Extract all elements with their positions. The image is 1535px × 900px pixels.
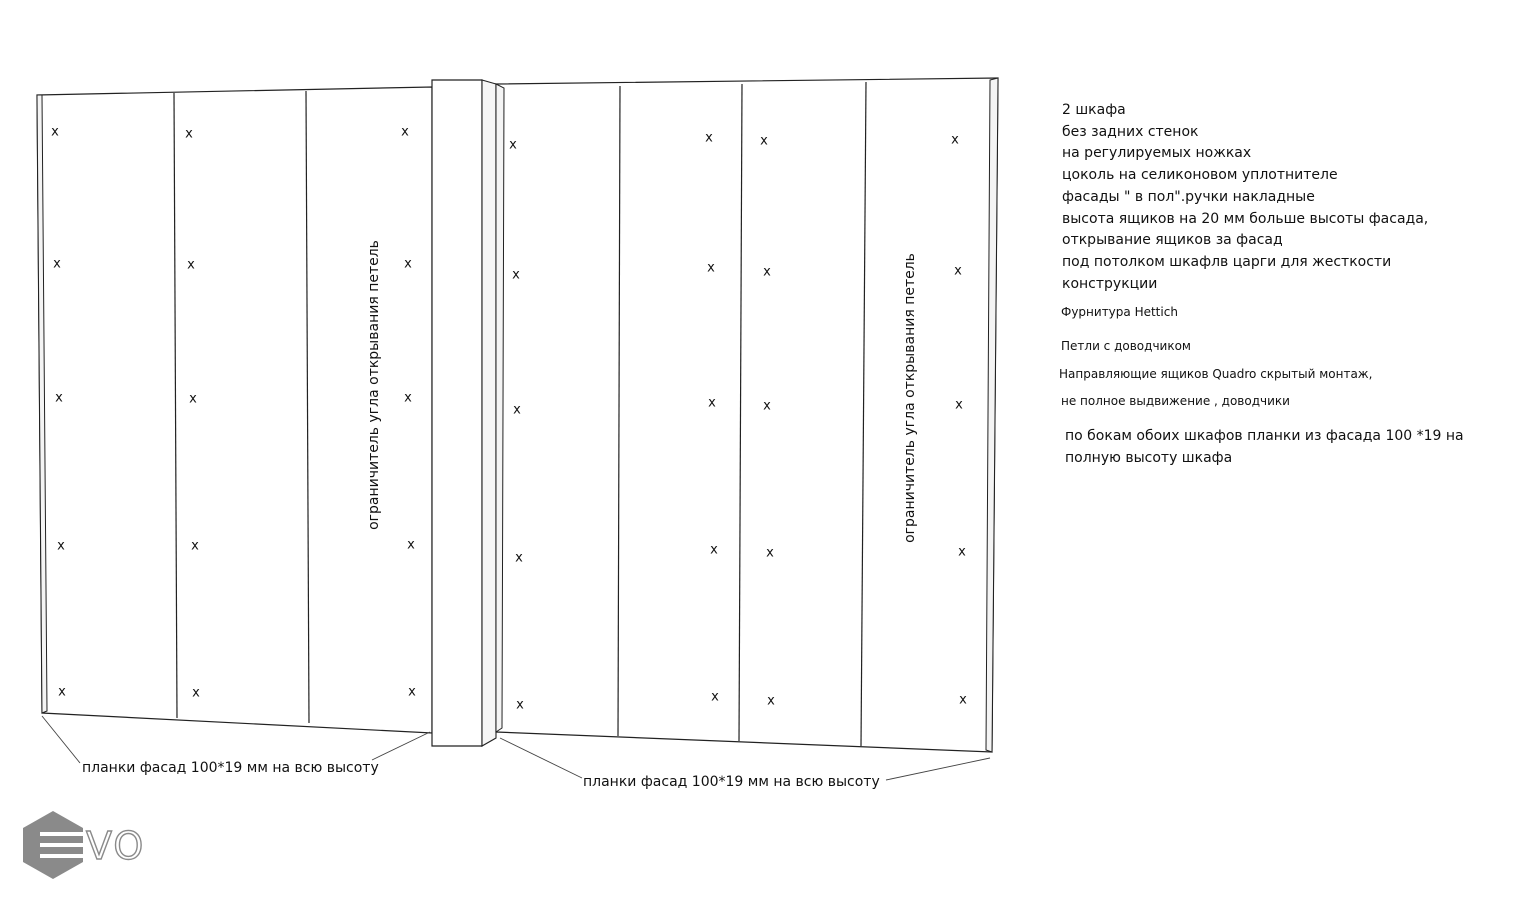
hinge-mark: x: [58, 684, 66, 700]
hinge-mark: x: [404, 256, 412, 272]
middle-plank-side: [482, 80, 496, 746]
note-guides: Направляющие ящиков Quadro скрытый монтаж,: [1059, 367, 1373, 381]
note-line: 2 шкафа: [1062, 102, 1126, 118]
hinge-mark: x: [763, 398, 771, 414]
hinge-mark: x: [766, 545, 774, 561]
hinge-mark: x: [509, 137, 517, 153]
left-limiter-label: ограничитель угла открывания петель: [366, 240, 382, 530]
note-guides-2: не полное выдвижение , доводчики: [1061, 394, 1290, 408]
evo-logo: [23, 811, 145, 879]
hinge-mark: x: [705, 130, 713, 146]
middle-plank-front: [432, 80, 482, 746]
note-line: фасады " в пол".ручки накладные: [1062, 188, 1315, 205]
note-line: высота ящиков на 20 мм больше высоты фасада,: [1062, 210, 1429, 227]
right-bottom-label: планки фасад 100*19 мм на всю высоту: [583, 774, 880, 790]
left-leader-1: [42, 716, 80, 763]
hinge-mark: x: [185, 126, 193, 142]
right-cabinet: [496, 78, 998, 752]
hinge-mark: x: [53, 256, 61, 272]
hinge-mark: x: [408, 684, 416, 700]
hinge-mark: x: [710, 542, 718, 558]
hinge-mark: x: [955, 397, 963, 413]
hinge-mark: x: [951, 132, 959, 148]
hinge-mark: x: [763, 264, 771, 280]
hinge-mark: x: [959, 692, 967, 708]
hinge-mark: x: [191, 538, 199, 554]
notes-sides: [1065, 425, 1464, 469]
note-line: по бокам обоих шкафов планки из фасада 100 *19 на: [1065, 428, 1464, 444]
note-line: без задних стенок: [1062, 123, 1199, 140]
middle-plank: [432, 80, 496, 746]
hinge-mark: x: [404, 390, 412, 406]
hinge-mark: x: [407, 537, 415, 553]
right-leader-1: [500, 738, 582, 778]
hinge-mark: x: [516, 697, 524, 713]
hinge-mark: x: [57, 538, 65, 554]
hinge-mark: x: [954, 263, 962, 279]
note-hinges: Петли с доводчиком: [1061, 339, 1191, 353]
notes-main: [1062, 100, 1428, 295]
hinge-mark: x: [512, 267, 520, 283]
hinge-mark: x: [55, 390, 63, 406]
note-line: полную высоту шкафа: [1065, 450, 1233, 466]
note-line: открывание ящиков за фасад: [1062, 232, 1283, 249]
hinge-mark: x: [513, 402, 521, 418]
right-cabinet-outline: [496, 78, 998, 752]
note-line: конструкции: [1062, 275, 1158, 292]
hinge-mark: x: [515, 550, 523, 566]
hinge-mark: x: [192, 685, 200, 701]
hinge-mark: x: [760, 133, 768, 149]
hinge-mark: x: [401, 124, 409, 140]
hinge-mark: x: [708, 395, 716, 411]
logo-text: VO: [86, 824, 146, 868]
note-hardware: Фурнитура Hettich: [1061, 305, 1178, 319]
hinge-mark: x: [711, 689, 719, 705]
right-leader-2: [886, 758, 990, 780]
hinge-mark: x: [189, 391, 197, 407]
note-line: на регулируемых ножках: [1062, 145, 1252, 162]
hinge-mark: x: [51, 124, 59, 140]
hinge-mark: x: [767, 693, 775, 709]
left-bottom-label: планки фасад 100*19 мм на всю высоту: [82, 760, 379, 776]
left-leader-2: [372, 732, 430, 760]
note-line: цоколь на селиконовом уплотнителе: [1062, 167, 1338, 184]
hinge-mark: x: [707, 260, 715, 276]
hinge-mark: x: [187, 257, 195, 273]
right-limiter-label: ограничитель угла открывания петель: [902, 253, 918, 543]
hinge-mark: x: [958, 544, 966, 560]
note-line: под потолком шкафлв царги для жесткости: [1062, 253, 1392, 270]
